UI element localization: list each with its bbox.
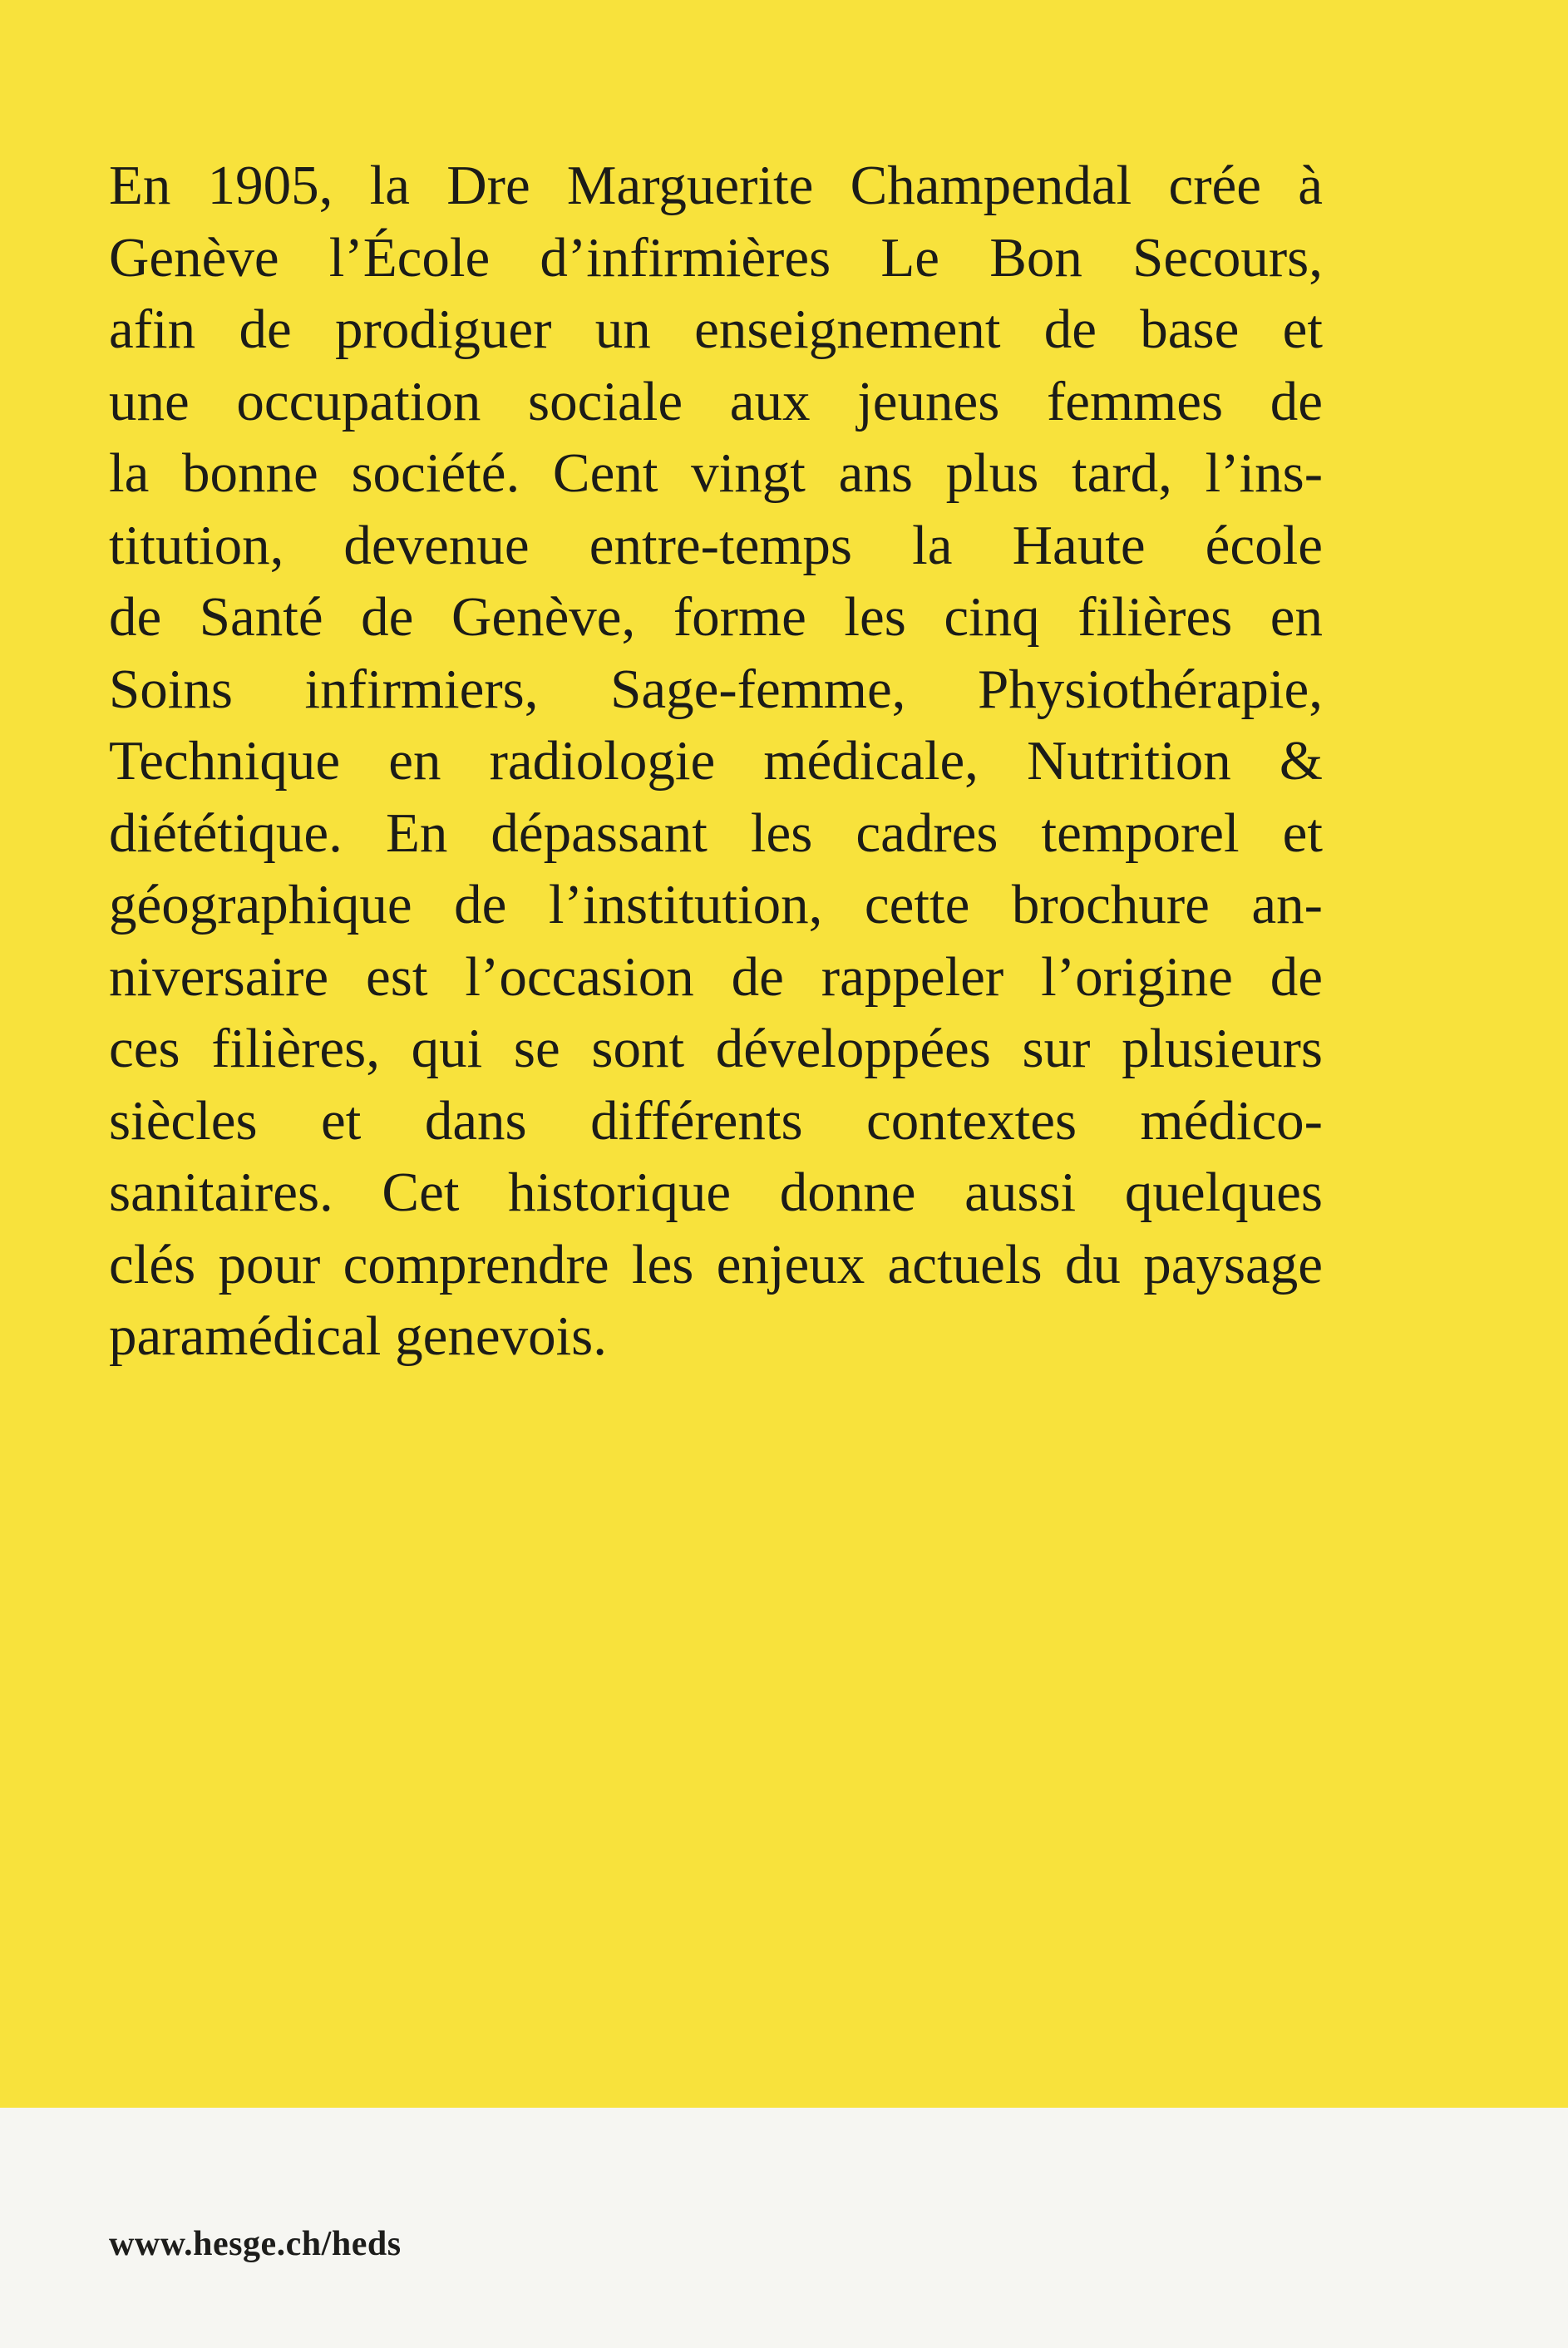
blurb-line: Technique en radiologie médicale, Nutrition & [109, 730, 1323, 792]
white-footer-band [0, 2108, 1568, 2348]
blurb-line: de Santé de Genève, forme les cinq filières en [109, 586, 1323, 648]
blurb-line: paramédical genevois. [109, 1305, 608, 1367]
blurb-line: ces filières, qui se sont développées sur plusieurs [109, 1018, 1323, 1079]
blurb-line: Soins infirmiers, Sage-femme, Physiothérapie, [109, 658, 1323, 720]
website-link[interactable]: www.hesge.ch/heds [109, 2225, 402, 2263]
blurb-line: géographique de l’institution, cette brochure an- [109, 874, 1323, 935]
blurb-line: clés pour comprendre les enjeux actuels du paysage [109, 1233, 1323, 1295]
blurb-line: En 1905, la Dre Marguerite Champendal crée à [109, 155, 1323, 216]
blurb-line: diététique. En dépassant les cadres temporel et [109, 802, 1323, 864]
blurb-line: la bonne société. Cent vingt ans plus tard, l’ins- [109, 442, 1323, 504]
blurb-line: sanitaires. Cet historique donne aussi quelques [109, 1162, 1323, 1223]
blurb-line: Genève l’École d’infirmières Le Bon Secours, [109, 226, 1323, 289]
blurb-line: siècles et dans différents contextes médico- [109, 1089, 1323, 1152]
blurb-line: une occupation sociale aux jeunes femmes de [109, 370, 1323, 432]
blurb-line: niversaire est l’occasion de rappeler l’origine de [109, 945, 1323, 1008]
blurb-line: titution, devenue entre-temps la Haute école [109, 514, 1323, 576]
blurb-line: afin de prodiguer un enseignement de base et [109, 298, 1323, 360]
back-cover-blurb [109, 150, 1323, 1373]
